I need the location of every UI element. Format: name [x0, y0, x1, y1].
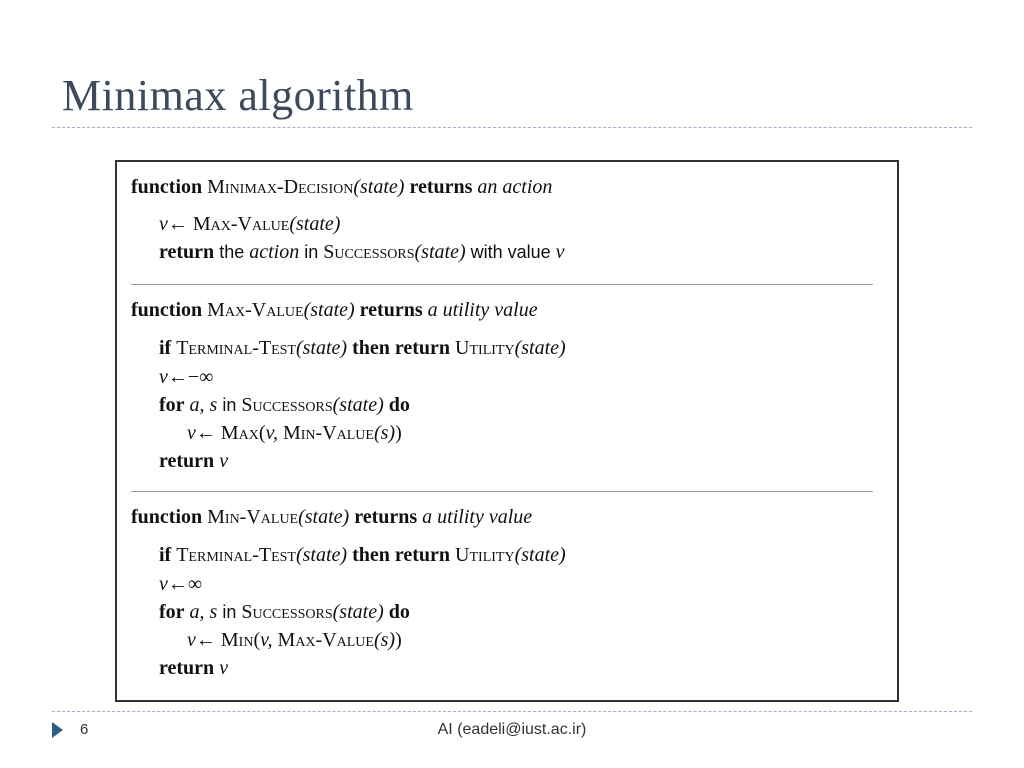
keyword-returns: returns [354, 506, 418, 528]
call-name: Max-Value [277, 629, 374, 651]
page-number: 6 [80, 721, 89, 738]
code-line [187, 628, 402, 652]
call-name: Terminal-Test [176, 337, 296, 359]
keyword-returns: returns [359, 299, 423, 321]
keyword-returns: returns [409, 176, 473, 198]
code-line [159, 543, 566, 567]
paren-open: ( [253, 629, 261, 651]
var-v: v [187, 629, 196, 651]
call-arg: (state) [332, 394, 384, 416]
call-name: Min-Value [282, 422, 374, 444]
keyword-then-return: then return [352, 337, 451, 359]
call-arg: (state) [295, 544, 348, 566]
call-name: Utility [455, 337, 515, 359]
code-line [159, 656, 228, 680]
init-value: −∞ [187, 366, 214, 388]
keyword-for: for [159, 601, 185, 623]
text-in: in [304, 242, 319, 262]
call-name: Max-Value [192, 213, 290, 235]
call-arg: (state) [289, 213, 341, 235]
var-v: v [159, 573, 168, 595]
function-name: Max-Value [207, 299, 304, 321]
assign-arrow: ← [167, 573, 188, 595]
footer-divider [52, 711, 972, 712]
var-v: v [219, 657, 229, 679]
loop-vars: a, s [189, 601, 218, 623]
assign-arrow: ← [195, 422, 216, 444]
minimax-decision-header [131, 175, 552, 199]
return-type: a utility value [427, 299, 538, 321]
paren-close: ) [395, 422, 402, 444]
call-name: Successors [241, 394, 333, 416]
return-type: an action [477, 176, 553, 198]
code-line [159, 600, 410, 624]
keyword-return: return [159, 450, 215, 472]
loop-vars: a, s [189, 394, 218, 416]
assign-arrow: ← [167, 213, 188, 235]
var-v: v [159, 213, 168, 235]
paren-close: ) [395, 629, 402, 651]
keyword-if: if [159, 337, 172, 359]
text-in: in [222, 395, 237, 415]
text-the: the [219, 242, 245, 262]
keyword-do: do [388, 601, 410, 623]
keyword-do: do [388, 394, 410, 416]
keyword-function: function [131, 176, 203, 198]
call-arg: (state) [514, 337, 566, 359]
var-v: v [555, 241, 565, 263]
keyword-for: for [159, 394, 185, 416]
assign-arrow: ← [195, 629, 216, 651]
code-line [159, 240, 565, 264]
keyword-function: function [131, 506, 203, 528]
footer-text: AI (eadeli@iust.ac.ir) [437, 721, 587, 738]
section-divider [131, 491, 873, 492]
call-name: Successors [241, 601, 333, 623]
call-arg: (state) [295, 337, 348, 359]
function-name: Min-Value [207, 506, 299, 528]
call-name: Max [220, 422, 259, 444]
var-v: v [159, 366, 168, 388]
text-action: action [249, 241, 300, 263]
return-type: a utility value [422, 506, 533, 528]
keyword-return: return [159, 241, 215, 263]
code-line [159, 449, 228, 473]
code-line [159, 212, 340, 236]
assign-arrow: ← [167, 366, 188, 388]
code-line [159, 336, 566, 360]
algorithm-box [115, 160, 899, 702]
min-value-header [131, 505, 532, 529]
paren-open: ( [258, 422, 266, 444]
code-line [187, 421, 402, 445]
section-divider [131, 284, 873, 285]
call-name: Min [220, 629, 254, 651]
call-arg: (state) [514, 544, 566, 566]
function-arg: (state) [353, 176, 405, 198]
call-name: Terminal-Test [176, 544, 296, 566]
code-line [159, 365, 213, 389]
keyword-then-return: then return [352, 544, 451, 566]
call-arg: (s) [373, 629, 396, 651]
function-name: Minimax-Decision [207, 176, 354, 198]
function-arg: (state) [303, 299, 355, 321]
call-arg: (s) [373, 422, 396, 444]
text-in: in [222, 602, 237, 622]
text-with-value: with value [470, 242, 551, 262]
code-line [159, 572, 202, 596]
call-arg: (state) [332, 601, 384, 623]
call-name: Successors [323, 241, 415, 263]
function-arg: (state) [298, 506, 350, 528]
title-divider [52, 127, 972, 128]
var-v: v [187, 422, 196, 444]
keyword-return: return [159, 657, 215, 679]
page-title: Minimax algorithm [62, 71, 414, 120]
var-v: v, [265, 422, 278, 444]
init-value: ∞ [187, 573, 203, 595]
keyword-function: function [131, 299, 203, 321]
var-v: v, [260, 629, 273, 651]
call-name: Utility [455, 544, 515, 566]
var-v: v [219, 450, 229, 472]
keyword-if: if [159, 544, 172, 566]
max-value-header [131, 298, 538, 322]
code-line [159, 393, 410, 417]
call-arg: (state) [414, 241, 466, 263]
